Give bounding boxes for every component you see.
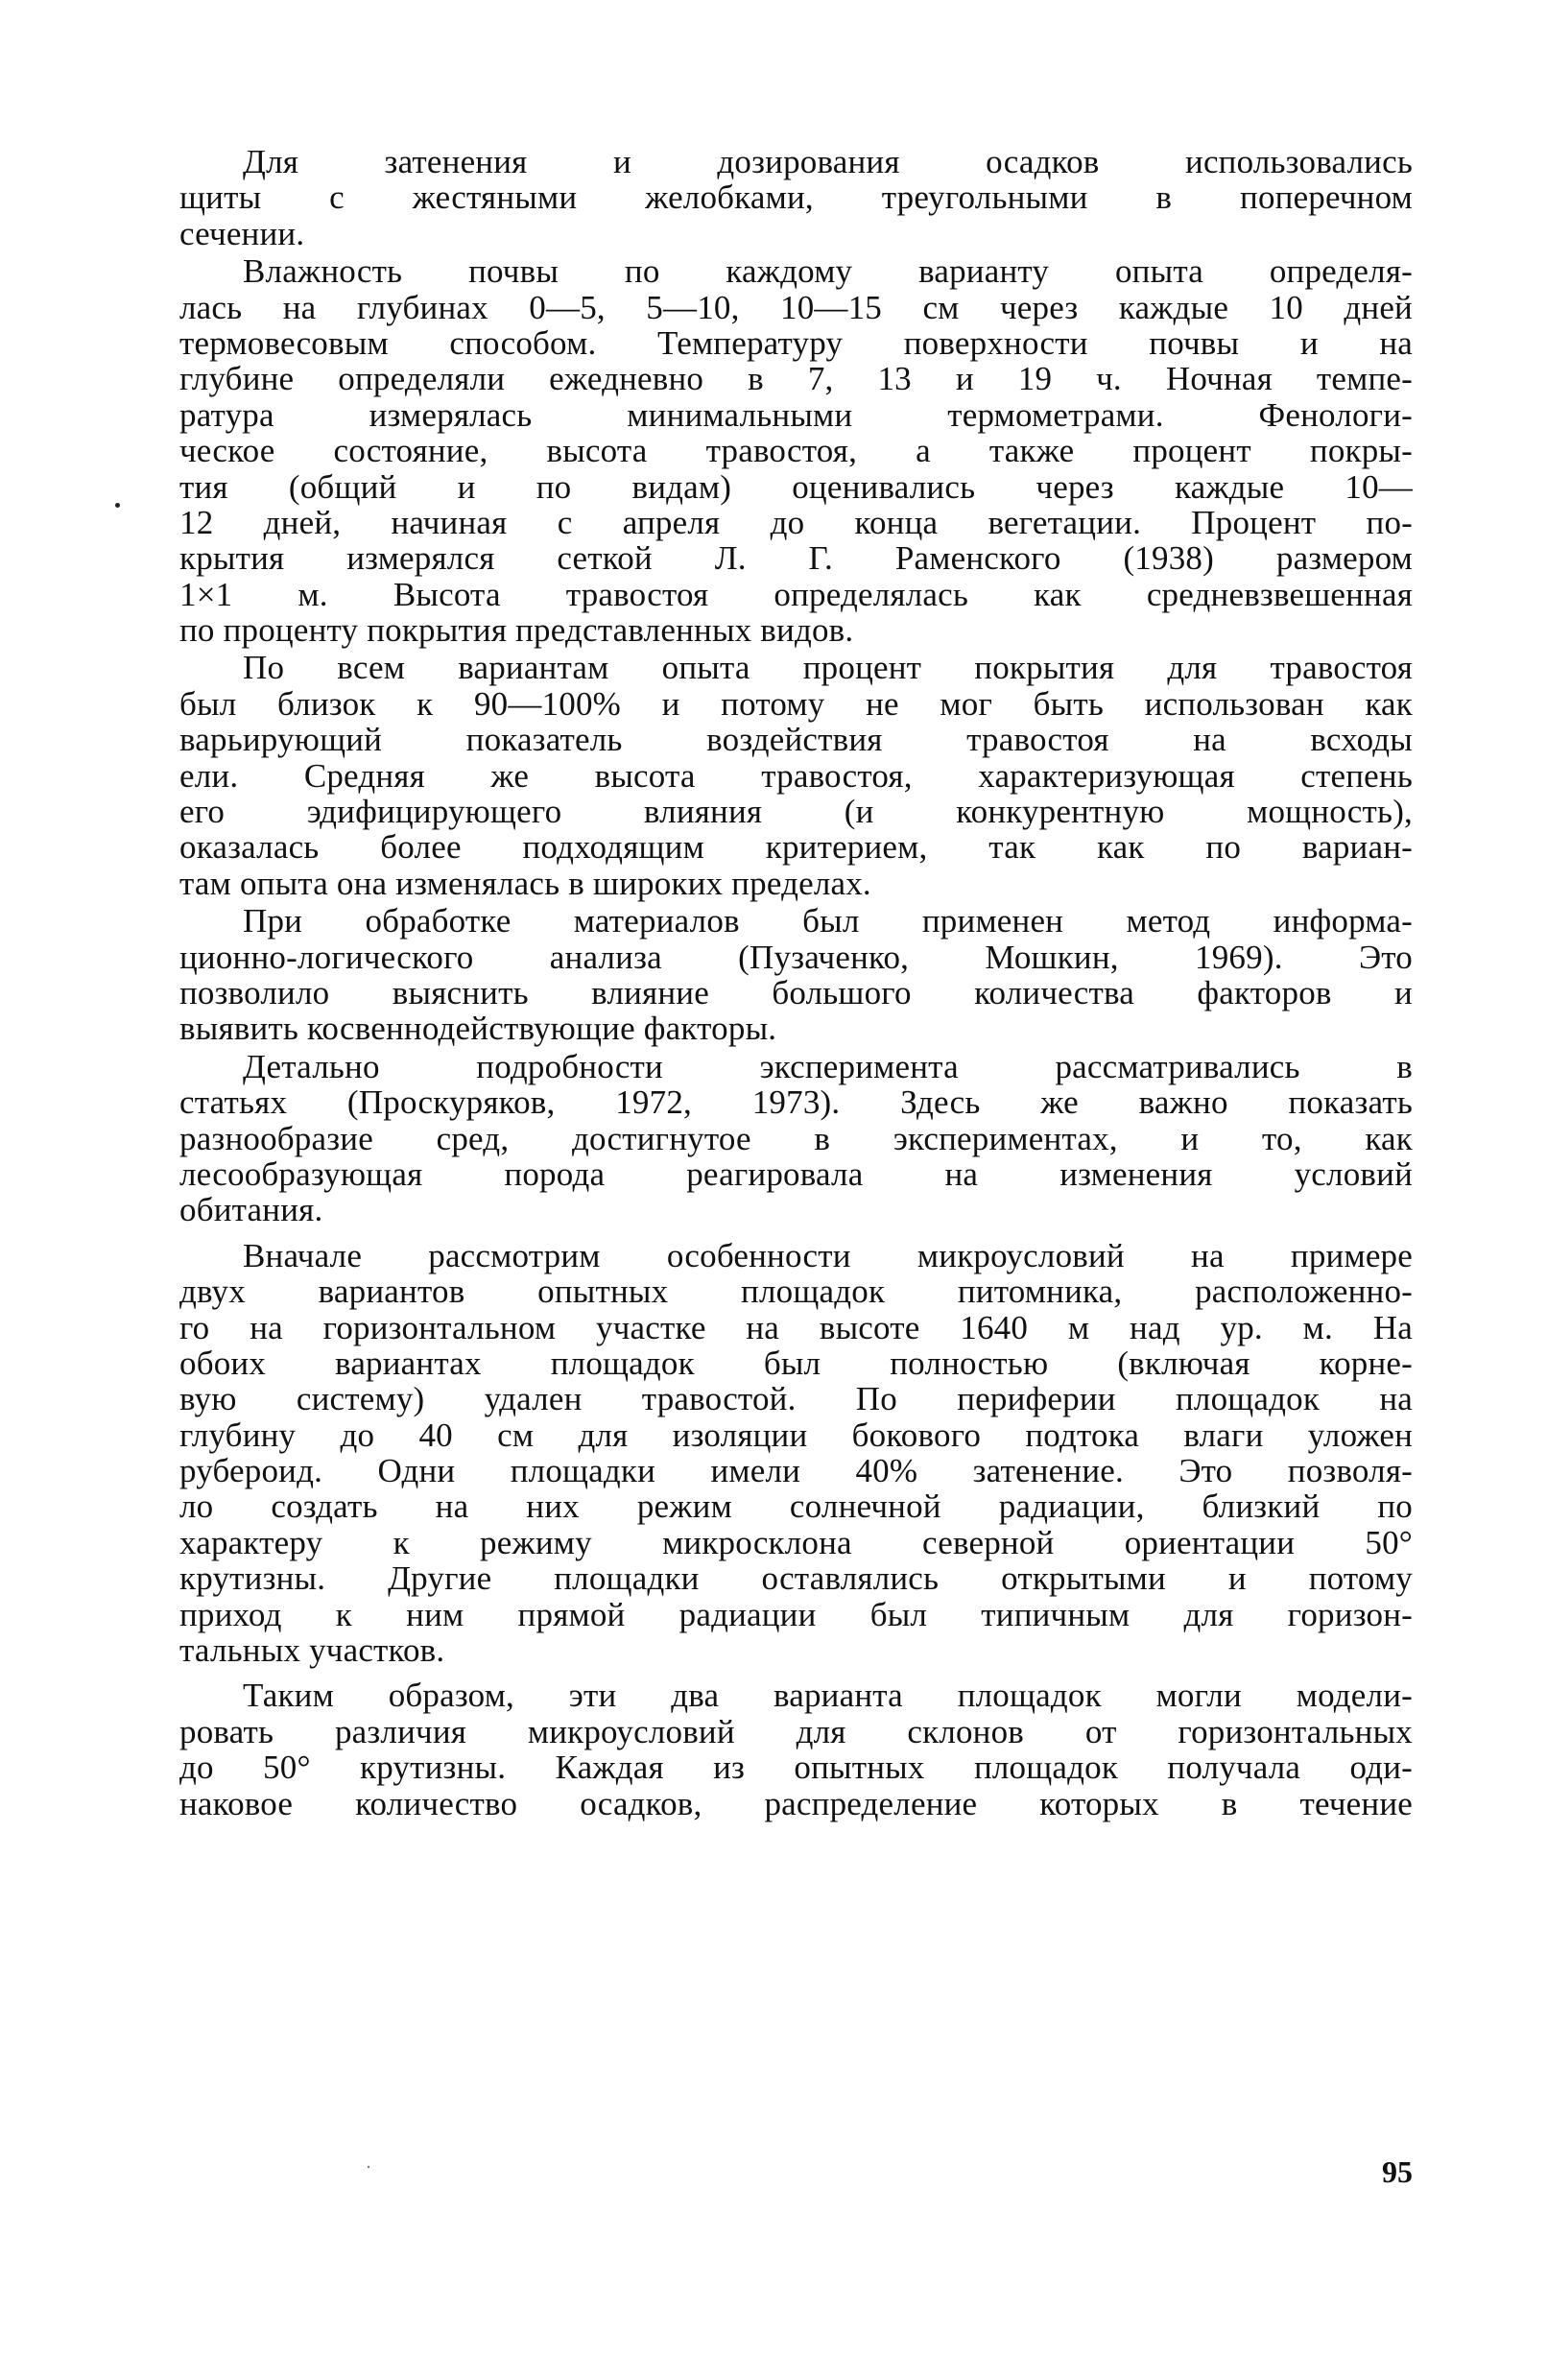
paragraph — [179, 144, 1413, 251]
text-line: двух вариантов опытных площадок питомника, расположенно- — [179, 1273, 1413, 1311]
paragraph — [179, 1678, 1413, 1821]
text-line: обоих вариантах площадок был полностью (включая корне- — [179, 1344, 1413, 1382]
text-line: варьирующий показатель воздействия травостоя на всходы — [179, 721, 1413, 759]
text-line: термовесовым способом. Температуру поверхности почвы и на — [179, 323, 1413, 362]
text-line: рубероид. Одни площадки имели 40% затенение. Это позволя- — [179, 1452, 1413, 1490]
text-line: ционно-логического анализа (Пузаченко, Мошкин, 1969). Это — [179, 938, 1413, 976]
text-line: ели. Средняя же высота травостоя, характеризующая степень — [179, 756, 1413, 795]
text-line: Вначале рассмотрим особенности микроусловий на примере — [243, 1236, 1413, 1274]
text-line: ло создать на них режим солнечной радиации, близкий по — [179, 1488, 1413, 1526]
text-line: разнообразие сред, достигнутое в экспериментах, и то, как — [179, 1119, 1413, 1157]
text-line: характеру к режиму микросклона северной ориентации 50° — [179, 1523, 1413, 1561]
text-line: ровать различия микроусловий для склонов от горизонтальных — [179, 1712, 1413, 1750]
text-line: Для затенения и дозирования осадков использовались — [243, 143, 1413, 180]
paragraph — [179, 903, 1413, 1047]
paragraph — [179, 1049, 1413, 1228]
text-line: глубине определяли ежедневно в 7, 13 и 19 ч. Ночная темпе- — [179, 360, 1413, 398]
text-line: крутизны. Другие площадки оставлялись открытыми и потому — [179, 1559, 1413, 1598]
text-line: выявить косвеннодействующие факторы. — [179, 1010, 777, 1048]
text-line: тия (общий и по видам) оценивались через каждые 10— — [179, 467, 1413, 506]
text-line: Влажность почвы по каждому варианту опыта определя- — [243, 252, 1413, 291]
text-line: лась на глубинах 0—5, 5—10, 10—15 см через каждые 10 дней — [179, 288, 1413, 326]
text-line: Таким образом, эти два варианта площадок могли модели- — [243, 1677, 1413, 1715]
scan-speck — [368, 2166, 369, 2168]
margin-dot — [115, 503, 120, 508]
text-line: обитания. — [179, 1191, 323, 1229]
text-line: приход к ним прямой радиации был типичным для горизон- — [179, 1595, 1413, 1633]
text-line: Детально подробности эксперимента рассматривались в — [243, 1047, 1413, 1085]
text-line: там опыта она изменялась в широких пределах. — [179, 864, 871, 902]
paragraph — [179, 650, 1413, 901]
text-line: до 50° крутизны. Каждая из опытных площадок получала оди- — [179, 1749, 1413, 1787]
text-line: щиты с жестяными желобками, треугольными в поперечном — [179, 178, 1413, 217]
text-line: глубину до 40 см для изоляции бокового подтока влаги уложен — [179, 1416, 1413, 1454]
text-line: 1×1 м. Высота травостоя определялась как средневзвешенная — [179, 575, 1413, 613]
body-text — [179, 144, 1413, 1821]
text-line: по проценту покрытия представленных видов. — [179, 611, 854, 650]
text-line: был близок к 90—100% и потому не мог быть использован как — [179, 684, 1413, 723]
paragraph — [179, 253, 1413, 648]
text-line: крытия измерялся сеткой Л. Г. Раменского (1938) размером — [179, 539, 1413, 578]
text-line: ратура измерялась минимальными термометрами. Фенологи- — [179, 395, 1413, 434]
text-line: По всем вариантам опыта процент покрытия для травостоя — [243, 649, 1413, 687]
text-line: 12 дней, начиная с апреля до конца вегетации. Процент по- — [179, 503, 1413, 541]
text-line: статьях (Проскуряков, 1972, 1973). Здесь же важно показать — [179, 1083, 1413, 1122]
text-line: сечении. — [179, 214, 305, 252]
text-line: го на горизонтальном участке на высоте 1640 м над ур. м. На — [179, 1308, 1413, 1346]
text-line: лесообразующая порода реагировала на изменения условий — [179, 1154, 1413, 1193]
text-line: тальных участков. — [179, 1631, 445, 1670]
text-line: ческое состояние, высота травостоя, а также процент покры- — [179, 432, 1413, 470]
page-number: 95 — [1382, 2154, 1413, 2189]
paragraph — [179, 1238, 1413, 1669]
text-line: оказалась более подходящим критерием, так как по вариан- — [179, 828, 1413, 867]
text-line: позволило выяснить влияние большого количества факторов и — [179, 973, 1413, 1012]
text-line: При обработке материалов был применен метод информа- — [243, 902, 1413, 940]
text-line: вую систему) удален травостой. По периферии площадок на — [179, 1380, 1413, 1418]
text-line: наковое количество осадков, распределение которых в течение — [179, 1784, 1413, 1822]
text-line: его эдифицирующего влияния (и конкурентную мощность), — [179, 793, 1413, 831]
